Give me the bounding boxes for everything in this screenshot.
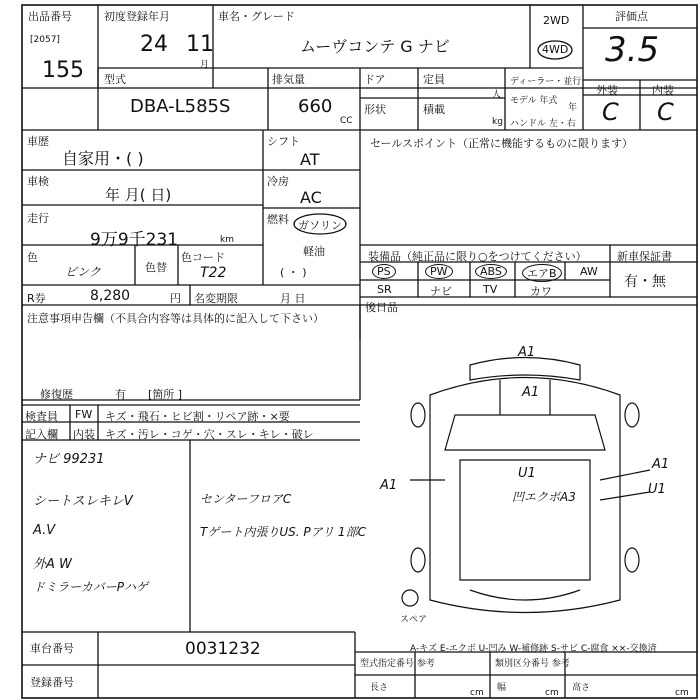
displacement-unit: CC [340, 116, 353, 126]
hand-note-2: シートスレキレV [33, 494, 133, 509]
recycle-value: 8,280 [90, 288, 131, 304]
model-grade: ムーヴコンテ G ナビ [300, 37, 450, 56]
mileage-value: 9万9千231 [90, 230, 179, 250]
lot-sub: [2057] [30, 35, 60, 45]
fuel-paren: ( ・ ) [280, 266, 307, 279]
damage-mark-right-1: A1 [652, 457, 670, 472]
after-items-label: 後日品 [365, 301, 398, 314]
equip-sr: SR [377, 283, 392, 296]
equipment-label: 装備品（純正品に限り○をつけてください） [368, 250, 587, 263]
name-change-value: 月 日 [280, 292, 306, 305]
warranty-label: 新車保証書 [617, 250, 672, 263]
color-label: 色 [27, 251, 38, 264]
type-spec-label: 型式指定番号 参考 [360, 659, 435, 669]
height-label: 高さ [572, 683, 591, 693]
damage-mark-roof-2: 凹エクボA3 [512, 490, 576, 504]
width-unit: cm [545, 688, 559, 698]
repair-value: 有 [115, 388, 126, 401]
notes-label: 注意事項申告欄（不具合内容等は具体的に記入して下さい） [27, 312, 324, 325]
damage-mark-hood: A1 [522, 385, 540, 400]
mileage-unit: km [220, 235, 234, 245]
dealer-label: ディーラー・並行 [510, 77, 582, 87]
warranty-value: 有・無 [624, 274, 666, 290]
interior-grade: C [657, 98, 674, 126]
spare-tire-label: スペア [400, 615, 428, 625]
history-value: 自家用・( ) [62, 149, 144, 168]
length-unit: cm [470, 688, 484, 698]
shaken-label: 車検 [27, 175, 49, 188]
handle-label: ハンドル 左・右 [510, 119, 576, 129]
inspector-label-1: 検査員 [25, 410, 58, 423]
equip-navi: ナビ [430, 285, 452, 298]
hand-note-3: A.V [33, 523, 56, 538]
hand-note-right-1: センターフロアC [200, 492, 292, 506]
equip-pw: PW [425, 264, 453, 279]
equip-airbag: エアB [522, 264, 562, 282]
damage-mark-right-2: U1 [648, 482, 666, 497]
displacement-label: 排気量 [272, 73, 305, 86]
exterior-grade: C [602, 98, 619, 126]
sales-points-label: セールスポイント（正常に機能するものに限ります） [370, 137, 634, 150]
drive-2wd: 2WD [543, 14, 570, 27]
hand-note-right-2: Tゲート内張りUS. Pアリ 1部C [200, 525, 366, 539]
hand-note-4: 外A W [33, 557, 72, 572]
length-label: 長さ [370, 683, 389, 693]
load-unit: kg [492, 117, 503, 127]
color-code-label: 色コード [181, 251, 225, 264]
fuel-gasoline: ガソリン [298, 219, 342, 232]
capacity-unit: 人 [492, 90, 502, 100]
color-code-value: T22 [200, 265, 227, 281]
type-value: DBA-L585S [130, 96, 231, 117]
drive-4wd: 4WD [542, 43, 569, 56]
damage-legend: A-キズ E-エクボ U-凹み W-補修跡 S-サビ C-腐食 ××-交換済 [410, 644, 657, 654]
equip-abs: ABS [475, 264, 507, 279]
shift-value: AT [300, 150, 320, 169]
month-unit: 月 [200, 60, 210, 70]
recycle-label: R券 [27, 292, 46, 305]
damage-mark-front: A1 [518, 345, 536, 360]
doors-label: ドア [364, 73, 386, 86]
first-reg-label: 初度登録年月 [104, 10, 170, 23]
color-value: ピンク [65, 265, 101, 279]
fuel-label: 燃料 [267, 213, 289, 226]
shaken-value: 年 月( 日) [105, 186, 172, 204]
registration-label: 登録番号 [30, 676, 74, 689]
model-grade-label: 車名・グレード [218, 10, 295, 23]
height-unit: cm [675, 688, 689, 698]
load-label: 積載 [423, 103, 445, 116]
lot-number: 155 [42, 58, 84, 83]
history-label: 車歴 [27, 135, 49, 148]
exterior-label: 外装 [596, 84, 618, 97]
first-reg-year: 24 [140, 32, 168, 57]
inspector-label-2: 記入欄 [25, 428, 58, 441]
chassis-label: 車台番号 [30, 642, 74, 655]
repair-label: 修復歴 [40, 388, 73, 401]
color-change-label: 色替 [145, 261, 167, 274]
shift-label: シフト [267, 135, 300, 148]
year-unit: 年 [568, 103, 578, 113]
interior-check-label: 内装 [73, 428, 95, 441]
capacity-label: 定員 [423, 73, 445, 86]
name-change-label: 名変期限 [194, 292, 238, 305]
equip-ps: PS [372, 264, 396, 279]
hand-note-1: ナビ 99231 [33, 452, 105, 467]
aircon-value: AC [300, 188, 322, 207]
aircon-label: 冷房 [267, 175, 289, 188]
score-label: 評価点 [615, 10, 648, 23]
fw-label: FW [75, 408, 93, 421]
damage-mark-left: A1 [380, 478, 398, 493]
equip-tv: TV [483, 283, 498, 296]
recycle-unit: 円 [170, 292, 181, 305]
score-value: 3.5 [605, 30, 660, 70]
hand-note-5: ドミラーカバーPハゲ [33, 580, 148, 594]
shape-label: 形状 [364, 103, 386, 116]
class-label: 類別区分番号 参考 [495, 659, 570, 669]
fuel-light-oil: 軽油 [303, 245, 325, 258]
equip-aw: AW [580, 265, 598, 278]
equip-leather: カワ [530, 285, 552, 298]
width-label: 幅 [497, 683, 507, 693]
interior-label: 内装 [652, 84, 674, 97]
damage-mark-roof: U1 [518, 466, 536, 481]
mileage-label: 走行 [27, 212, 49, 225]
fw-items: キズ・飛石・ヒビ割・リペア跡・×要 [105, 410, 290, 423]
first-reg-month: 11 [186, 32, 214, 57]
type-label: 型式 [104, 73, 126, 86]
displacement-value: 660 [298, 96, 333, 117]
repair-place: [箇所 ] [148, 388, 183, 401]
interior-items: キズ・汚レ・コゲ・穴・スレ・キレ・破レ [105, 428, 314, 441]
chassis-value: 0031232 [185, 639, 261, 659]
model-year-label: モデル 年式 [510, 96, 558, 106]
lot-label: 出品番号 [28, 10, 72, 23]
